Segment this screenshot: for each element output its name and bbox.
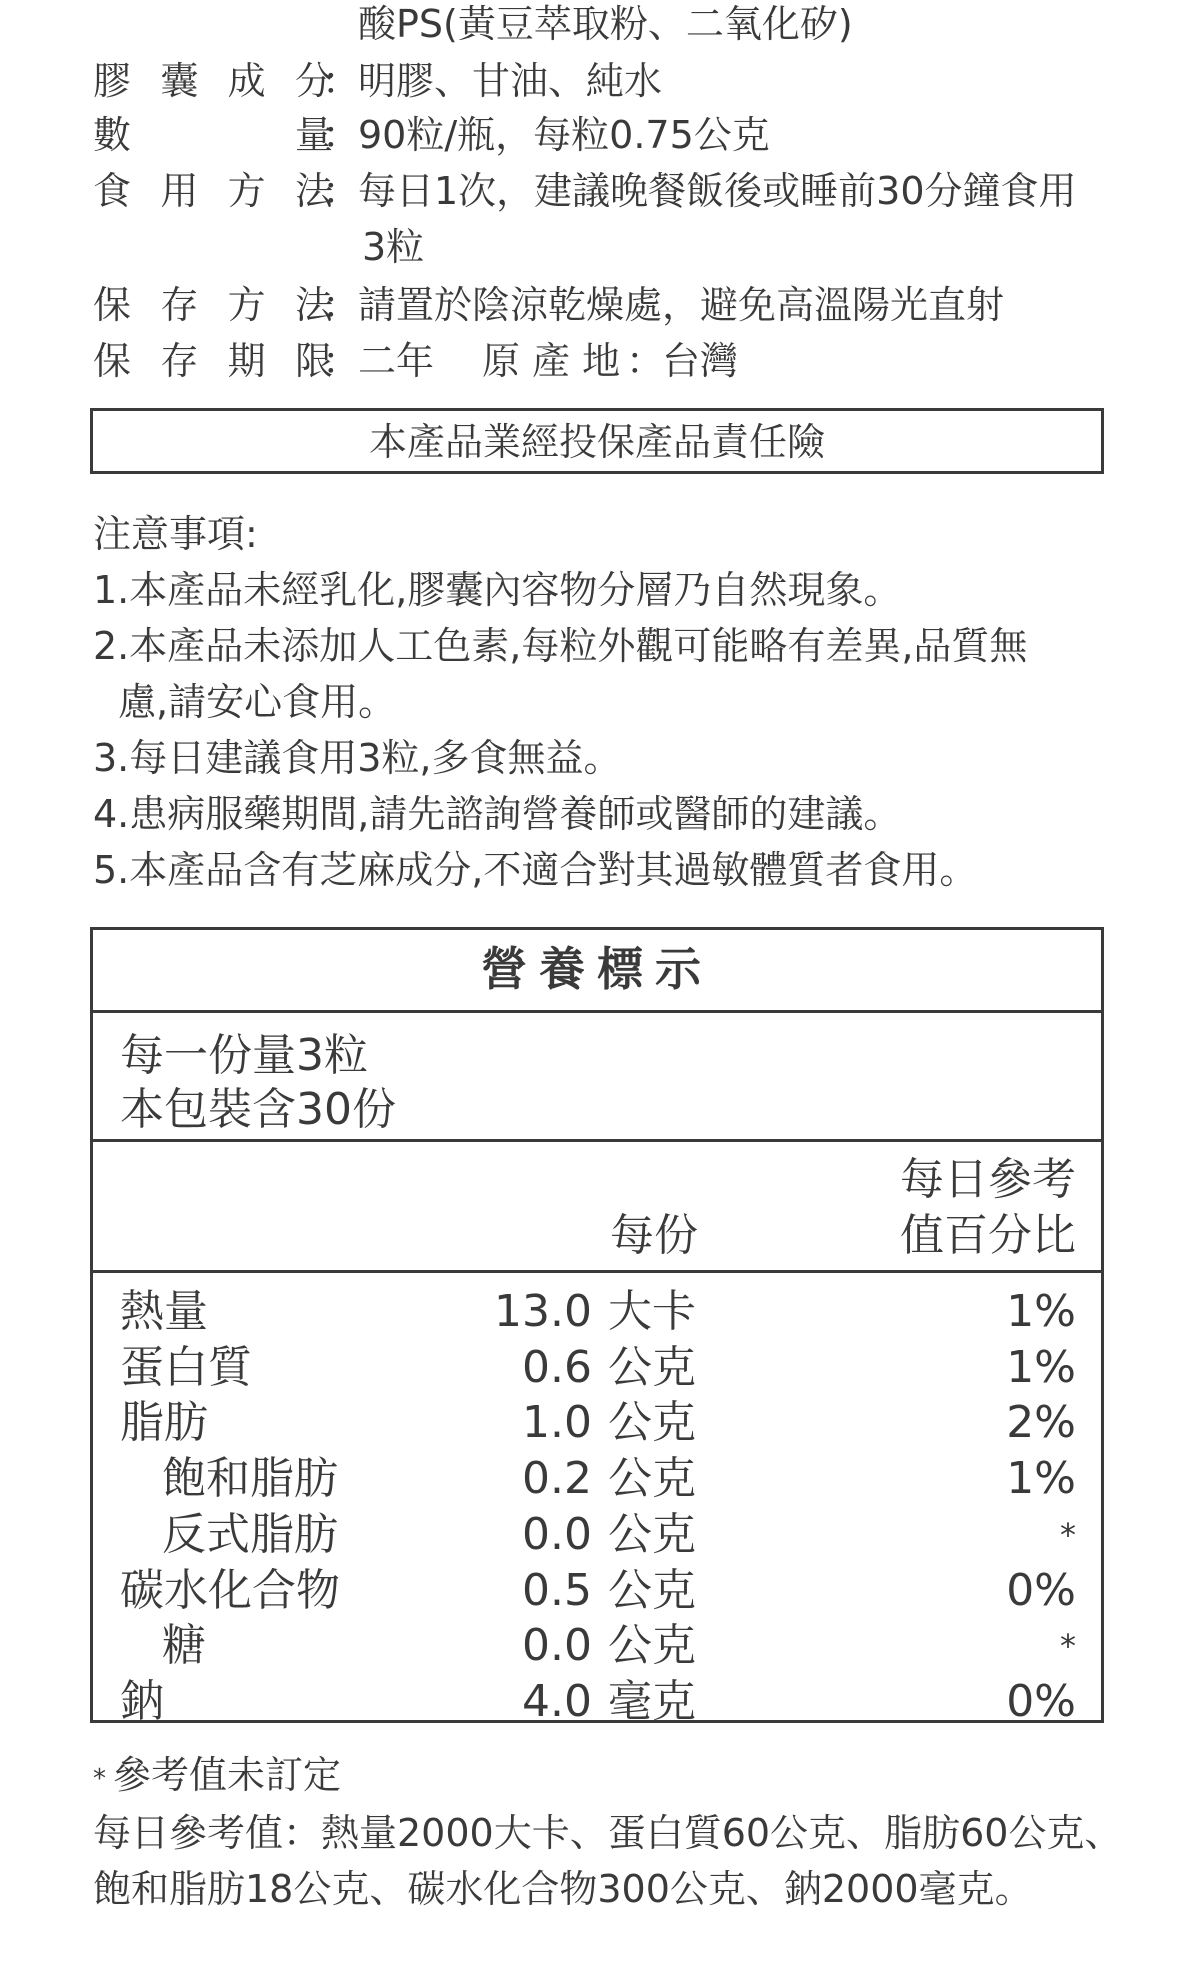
nutrient-daily-value: * xyxy=(1060,1627,1076,1665)
notice-item: 5.本產品含有芝麻成分,不適合對其過敏體質者食用。 xyxy=(93,848,978,892)
nutrient-name: 蛋白質 xyxy=(120,1342,252,1393)
spec-colon: ： xyxy=(322,169,361,213)
footnote-line1: 每日參考值：熱量2000大卡、蛋白質60公克、脂肪60公克、 xyxy=(93,1811,1123,1855)
col-dv-line1: 每日參考 xyxy=(900,1154,1076,1205)
nutrient-name: 碳水化合物 xyxy=(120,1565,340,1616)
nutrient-amount: 0.0 xyxy=(522,1620,592,1671)
nutrient-amount: 0.5 xyxy=(522,1565,592,1616)
spec-label-char: 保 xyxy=(93,339,132,383)
spec-label xyxy=(93,113,333,157)
nutrition-title: 營養標示 xyxy=(481,942,713,996)
spec-label xyxy=(93,169,333,213)
spec-label-char: 囊 xyxy=(160,59,199,103)
col-dv-line2: 值百分比 xyxy=(900,1210,1076,1261)
nutrient-unit: 公克 xyxy=(608,1509,696,1560)
spec-label-char: 法 xyxy=(294,169,333,213)
spec-label-char: 膠 xyxy=(93,59,132,103)
insurance-text: 本產品業經投保產品責任險 xyxy=(368,420,825,464)
spec-label-char: 分 xyxy=(294,59,333,103)
spec-label-char: 期 xyxy=(227,339,266,383)
notice-item: 2.本產品未添加人工色素,每粒外觀可能略有差異,品質無 xyxy=(93,624,1028,668)
origin-value: 台灣 xyxy=(662,339,739,383)
spec-colon: ： xyxy=(322,113,361,157)
nutrient-name: 糖 xyxy=(162,1620,206,1671)
nutrient-amount: 0.6 xyxy=(522,1342,592,1393)
nutrient-name: 熱量 xyxy=(120,1286,208,1337)
spec-value: 請置於陰涼乾燥處，避免高溫陽光直射 xyxy=(358,283,1005,327)
nutrient-amount: 0.2 xyxy=(522,1453,592,1504)
spec-label-char: 限 xyxy=(294,339,333,383)
spec-value-continued: 3粒 xyxy=(362,225,425,269)
nutrient-unit: 公克 xyxy=(608,1397,696,1448)
spec-value: 90粒/瓶，每粒0.75公克 xyxy=(358,113,770,157)
servings-per-pack: 本包裝含30份 xyxy=(120,1084,396,1135)
spec-colon: ： xyxy=(322,283,361,327)
spec-label-char: 量 xyxy=(294,113,333,157)
spec-value: 明膠、甘油、純水 xyxy=(358,59,663,103)
nutrient-amount: 4.0 xyxy=(522,1676,592,1727)
nutrient-daily-value: 1% xyxy=(1006,1342,1076,1393)
notice-item: 3.每日建議食用3粒,多食無益。 xyxy=(93,736,622,780)
spec-label-char: 法 xyxy=(294,283,333,327)
spec-value: 每日1次，建議晚餐飯後或睡前30分鐘食用 xyxy=(358,169,1077,213)
spec-label-char: 方 xyxy=(227,283,266,327)
nutrient-amount: 13.0 xyxy=(494,1286,592,1337)
insurance-box xyxy=(90,408,1104,474)
origin-colon: ： xyxy=(626,339,665,383)
nutrient-name: 鈉 xyxy=(120,1676,164,1727)
spec-label-char: 方 xyxy=(227,169,266,213)
notice-item: 4.患病服藥期間,請先諮詢營養師或醫師的建議。 xyxy=(93,792,902,836)
notice-item: 1.本產品未經乳化,膠囊內容物分層乃自然現象。 xyxy=(93,568,902,612)
nutrient-daily-value: 1% xyxy=(1006,1286,1076,1337)
nutrient-name: 飽和脂肪 xyxy=(162,1453,338,1504)
spec-label xyxy=(93,283,333,327)
spec-label xyxy=(93,59,333,103)
spec-value: 二年 xyxy=(358,339,435,383)
nutrient-unit: 大卡 xyxy=(608,1286,696,1337)
notice-title: 注意事項: xyxy=(93,512,258,556)
footnote-star-text: 參考值未訂定 xyxy=(113,1753,342,1797)
nutrient-unit: 公克 xyxy=(608,1620,696,1671)
footnote-star: * xyxy=(93,1764,106,1794)
spec-top-line: 酸PS(黃豆萃取粉、二氧化矽) xyxy=(358,2,853,46)
nutrient-daily-value: 0% xyxy=(1006,1565,1076,1616)
nutrient-name: 脂肪 xyxy=(120,1397,208,1448)
nutrient-unit: 毫克 xyxy=(608,1676,696,1727)
nutrient-unit: 公克 xyxy=(608,1342,696,1393)
divider-header xyxy=(90,1270,1104,1273)
origin-label: 原 產 地 xyxy=(482,339,621,383)
notice-item: 慮,請安心食用。 xyxy=(118,680,397,724)
nutrient-daily-value: 2% xyxy=(1006,1397,1076,1448)
serving-size: 每一份量3粒 xyxy=(120,1030,368,1081)
divider-title xyxy=(90,1010,1104,1013)
nutrient-amount: 0.0 xyxy=(522,1509,592,1560)
spec-label-char: 數 xyxy=(93,113,132,157)
spec-label-char: 食 xyxy=(93,169,132,213)
nutrient-unit: 公克 xyxy=(608,1453,696,1504)
spec-label xyxy=(93,339,333,383)
spec-label-char: 用 xyxy=(160,169,199,213)
nutrient-daily-value: * xyxy=(1060,1516,1076,1554)
col-per-serving: 每份 xyxy=(610,1210,698,1261)
spec-label-char: 存 xyxy=(160,339,199,383)
spec-label-char: 保 xyxy=(93,283,132,327)
nutrient-name: 反式脂肪 xyxy=(162,1509,338,1560)
nutrient-unit: 公克 xyxy=(608,1565,696,1616)
footnote-line2: 飽和脂肪18公克、碳水化合物300公克、鈉2000毫克。 xyxy=(93,1867,1033,1911)
nutrient-daily-value: 0% xyxy=(1006,1676,1076,1727)
nutrient-amount: 1.0 xyxy=(522,1397,592,1448)
spec-colon: ： xyxy=(322,59,361,103)
nutrient-daily-value: 1% xyxy=(1006,1453,1076,1504)
spec-colon: ： xyxy=(322,339,361,383)
spec-label-char: 存 xyxy=(160,283,199,327)
spec-label-char: 成 xyxy=(227,59,266,103)
divider-serving xyxy=(90,1139,1104,1142)
